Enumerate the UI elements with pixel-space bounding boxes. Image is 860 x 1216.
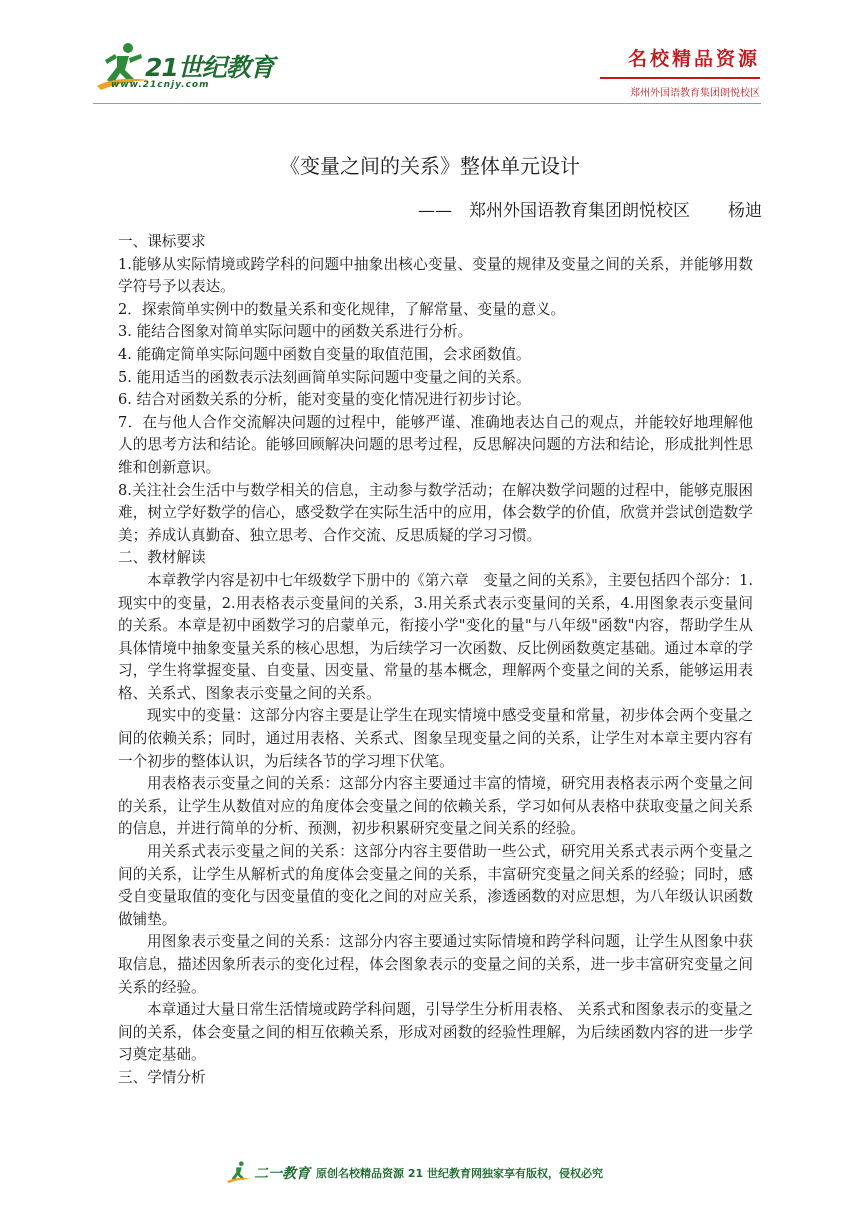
- header-divider: [93, 103, 761, 104]
- brand-divider: [600, 77, 760, 79]
- brand-badge: [600, 44, 760, 99]
- section-heading: 三、学情分析: [118, 1068, 206, 1086]
- author-school: —— 郑州外国语教育集团朗悦校区: [418, 201, 690, 221]
- paragraph: 8.关注社会生活中与数学相关的信息，主动参与数学活动；在解决数学问题的过程中，能够克服困难，树立学好数学的信心，感受数学在实际生活中的应用，体会数学的价值，欣赏并尝试创造数学美；养成认真勤奋、独立思考、合作交流、反思质疑的学习习惯。: [118, 481, 753, 544]
- author-line: [418, 196, 762, 221]
- paragraph: 5. 能用适当的函数表示法刻画简单实际问题中变量之间的关系。: [118, 368, 531, 386]
- paragraph: 用关系式表示变量之间的关系：这部分内容主要借助一些公式，研究用关系式表示两个变量之间的关系，让学生从解析式的角度体会变量之间的关系，丰富研究变量之间关系的经验；同时，感受自变量取值的变化与因变量值的变化之间的对应关系，渗透函数的对应思想，为八年级认识函数做铺垫。: [118, 843, 753, 928]
- paragraph: 7．在与他人合作交流解决问题的过程中，能够严谨、准确地表达自己的观点，并能较好地理解他人的思考方法和结论。能够回顾解决问题的思考过程，反思解决问题的方法和结论，形成批判性思维和创新意识。: [118, 413, 753, 476]
- footer-logo-text: 二一教育: [254, 1166, 310, 1182]
- paragraph: 本章教学内容是初中七年级数学下册中的《第六章 变量之间的关系》，主要包括四个部分：1.现实中的变量，2.用表格表示变量间的关系，3.用关系式表示变量间的关系，4.用图象表示变量间的关系。本章是初中函数学习的启蒙单元，衔接小学"变化的量"与八年级"函数"内容，帮助学生从具体情境中抽象变量关系的核心思想，为后续学习一次函数、反比例函数奠定基础。通过本章的学习，学生将掌握变量、自变量、因变量、常量的基本概念，理解两个变量之间的关系，能够运用表格、关系式、图象表示变量之间的关系。: [118, 571, 753, 702]
- brand-subtitle: 郑州外国语教育集团朗悦校区: [630, 88, 760, 99]
- page-header: [0, 0, 860, 110]
- document-body: [118, 231, 753, 1090]
- paragraph: 用表格表示变量之间的关系：这部分内容主要通过丰富的情境，研究用表格表示两个变量之间的关系，让学生从数值对应的角度体会变量之间的依赖关系，学习如何从表格中获取变量之间关系的信息，并进行简单的分析、预测，初步积累研究变量之间关系的经验。: [118, 775, 753, 838]
- brand-title: 名校精品资源: [627, 48, 760, 70]
- paragraph: 用图象表示变量之间的关系：这部分内容主要通过实际情境和跨学科问题，让学生从图象中获取信息，描述因象所表示的变化过程，体会图象表示的变量之间的关系，进一步丰富研究变量之间关系的经验。: [118, 933, 753, 996]
- section-heading: 一、课标要求: [118, 233, 206, 250]
- footer-copyright: 原创名校精品资源 21 世纪教育网独家享有版权，侵权必究: [316, 1167, 603, 1180]
- paragraph: 1.能够从实际情境或跨学科的问题中抽象出核心变量、变量的规律及变量之间的关系，并能够用数学符号予以表达。: [118, 255, 753, 296]
- paragraph: 3. 能结合图象对简单实际问题中的函数关系进行分析。: [118, 323, 473, 341]
- paragraph: 4. 能确定简单实际问题中函数自变量的取值范围，会求函数值。: [118, 345, 531, 363]
- paragraph: 2．探索简单实例中的数量关系和变化规律，了解常量、变量的意义。: [118, 300, 566, 318]
- logo-text: 21世纪教育: [145, 53, 274, 82]
- page-footer: [0, 1160, 860, 1186]
- runner-logo-icon: [224, 1160, 254, 1184]
- site-logo[interactable]: [95, 40, 315, 100]
- author-name: 杨迪: [728, 201, 762, 221]
- document-title: 《变量之间的关系》整体单元设计: [280, 154, 580, 178]
- paragraph: 本章通过大量日常生活情境或跨学科问题，引导学生分析用表格、 关系式和图象表示的变量之间的关系，体会变量之间的相互依赖关系，形成对函数的经验性理解，为后续函数内容的进一步学习奠定基础。: [118, 1001, 753, 1064]
- paragraph: 现实中的变量：这部分内容主要是让学生在现实情境中感受变量和常量，初步体会两个变量之间的依赖关系；同时，通过用表格、关系式、图象呈现变量之间的关系，让学生对本章主要内容有一个初步的整体认识，为后续各节的学习埋下伏笔。: [118, 707, 753, 770]
- section-heading: 二、教材解读: [118, 549, 206, 567]
- paragraph: 6. 结合对函数关系的分析，能对变量的变化情况进行初步讨论。: [118, 391, 531, 409]
- logo-url: www.21cnjy.com: [111, 80, 210, 90]
